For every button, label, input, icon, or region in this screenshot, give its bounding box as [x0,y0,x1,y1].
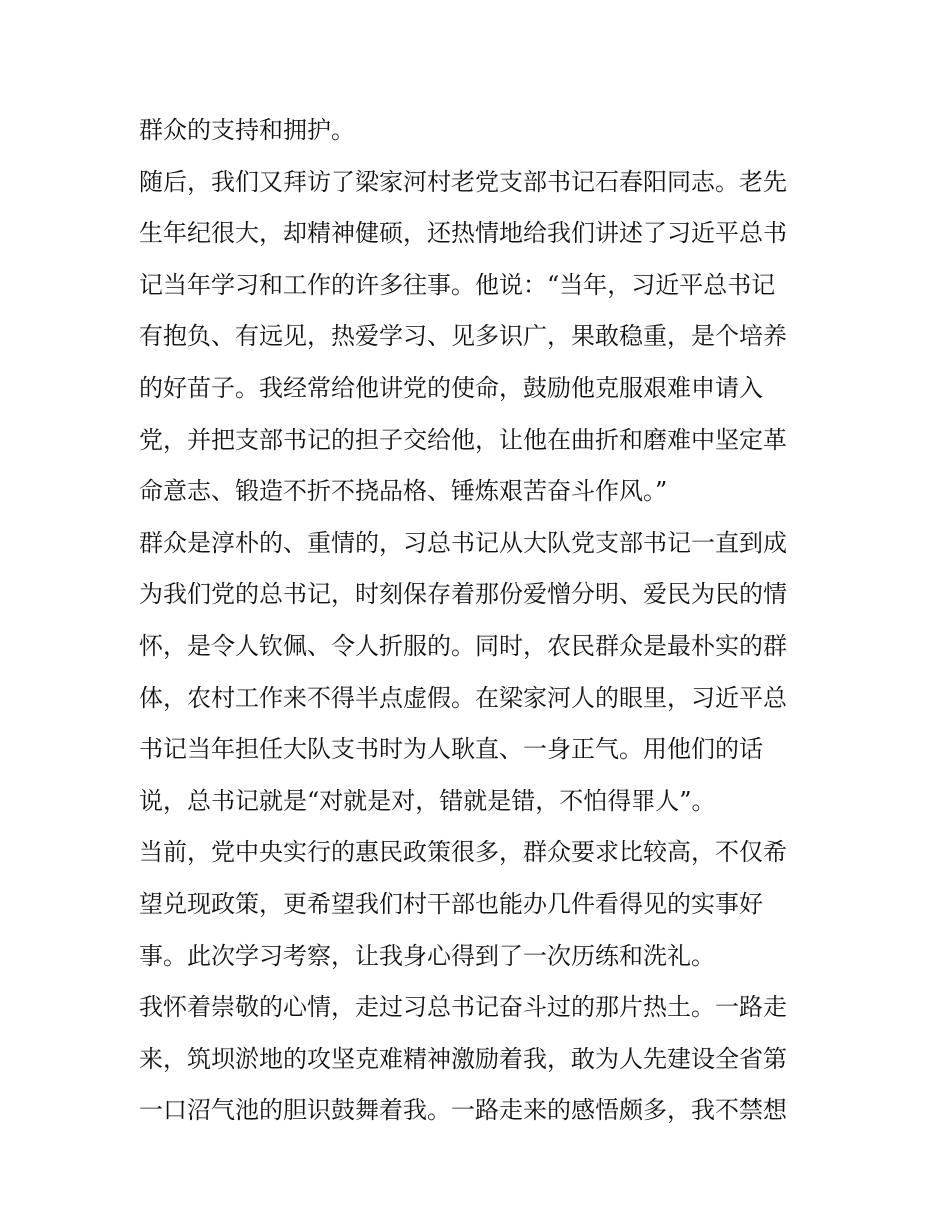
text-line: 体，农村工作来不得半点虚假。在梁家河人的眼里，习近平总 [139,683,787,712]
text-line: 我怀着崇敬的心情，走过习总书记奋斗过的那片热土。一路走 [139,993,787,1022]
text-line: 为我们党的总书记，时刻保存着那份爱憎分明、爱民为民的情 [139,580,787,609]
text-line: 书记当年担任大队支书时为人耿直、一身正气。用他们的话 [139,735,763,764]
text-line: 有抱负、有远见，热爱学习、见多识广，果敢稳重，是个培养 [139,322,787,351]
text-line: 一口沼气池的胆识鼓舞着我。一路走来的感悟颇多，我不禁想 [139,1096,787,1125]
text-line: 生年纪很大，却精神健硕，还热情地给我们讲述了习近平总书 [139,219,787,248]
text-line: 的好苗子。我经常给他讲党的使命，鼓励他克服艰难申请入 [139,373,763,402]
text-line: 当前，党中央实行的惠民政策很多，群众要求比较高，不仅希 [139,838,787,867]
text-line: 事。此次学习考察，让我身心得到了一次历练和洗礼。 [139,941,715,970]
text-line: 来，筑坝淤地的攻坚克难精神激励着我，敢为人先建设全省第 [139,1044,787,1073]
text-line: 望兑现政策，更希望我们村干部也能办几件看得见的实事好 [139,889,763,918]
text-line: 群众是淳朴的、重情的，习总书记从大队党支部书记一直到成 [139,528,787,557]
text-line: 说，总书记就是“对就是对，错就是错，不怕得罪人”。 [139,786,716,815]
text-line: 群众的支持和拥护。 [139,116,355,144]
text-line: 随后，我们又拜访了梁家河村老党支部书记石春阳同志。老先 [139,167,787,196]
text-line: 怀，是令人钦佩、令人折服的。同时，农民群众是最朴实的群 [139,631,787,660]
text-line: 党，并把支部书记的担子交给他，让他在曲折和磨难中坚定革 [139,425,787,454]
text-line: 命意志、锻造不折不挠品格、锤炼艰苦奋斗作风。” [139,477,668,506]
text-line: 记当年学习和工作的许多往事。他说：“当年，习近平总书记 [139,270,776,299]
body-text [139,105,819,1137]
